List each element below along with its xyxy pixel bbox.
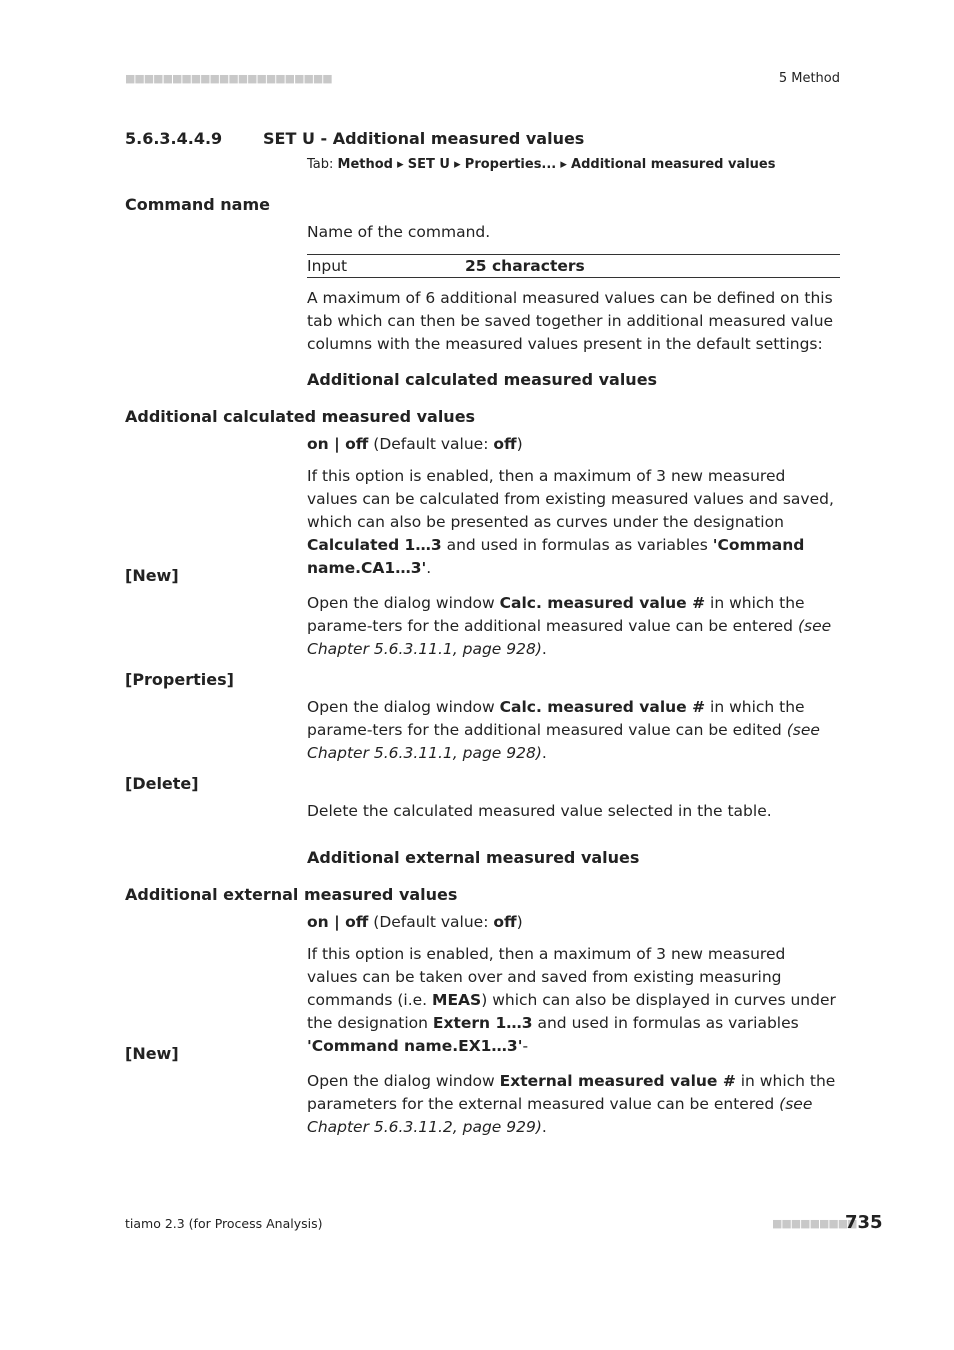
new-calc-label: [New]	[125, 566, 179, 585]
header-dots: ■■■■■■■■■■■■■■■■■■■■■■	[125, 72, 332, 85]
properties-label: [Properties]	[125, 670, 234, 689]
calc-label: Additional calculated measured values	[125, 407, 476, 426]
ext-desc	[307, 943, 840, 1058]
command-name-desc: Name of the command.	[307, 223, 491, 241]
ext-default-value: off	[493, 913, 517, 931]
calc-desc-variable: 'Command name.CA1…3'	[307, 536, 805, 577]
ext-desc-text: -	[522, 1037, 529, 1055]
ext-desc-designation: Extern 1…3	[432, 1014, 533, 1032]
input-label: Input	[307, 257, 348, 275]
footer-dots: ■■■■■■■■■	[772, 1217, 857, 1230]
properties-text: Open the dialog window	[307, 698, 500, 716]
new-calc-dialog-name: Calc. measured value #	[499, 594, 706, 612]
tab-path-separator: ▸	[556, 157, 572, 172]
new-calc-text: Open the dialog window	[307, 594, 500, 612]
ext-desc-text: If this option is enabled, then a maximum of 3 new measured values can be taken over and saved from existing measuring commands (i.e.	[307, 945, 786, 1009]
properties-xref[interactable]: (see Chapter 5.6.3.11.1, page 928)	[307, 721, 820, 762]
ext-label: Additional external measured values	[125, 885, 458, 904]
new-ext-desc	[307, 1070, 840, 1139]
ext-default-prefix: (Default value:	[368, 913, 494, 931]
ext-default	[307, 911, 840, 934]
properties-text: in which the parame-ters for the additional measured value can be edited	[307, 698, 805, 739]
ext-desc-text: and used in formulas as variables	[532, 1014, 799, 1032]
tab-path-prefix: Tab:	[307, 157, 338, 172]
ext-desc-command: MEAS	[432, 991, 482, 1009]
new-calc-desc	[307, 592, 840, 661]
page-number: 735	[845, 1212, 883, 1233]
input-table	[307, 254, 840, 278]
input-value: 25 characters	[465, 257, 585, 275]
calc-default	[307, 433, 840, 456]
calc-desc	[307, 465, 840, 580]
ext-default-suffix: )	[516, 913, 523, 931]
tab-path-separator: ▸	[450, 157, 465, 172]
new-calc-text: .	[541, 640, 547, 658]
calc-desc-text: If this option is enabled, then a maximum of 3 new measured values can be calculated from existing measured values and saved, which can also be presented as curves under the designation	[307, 467, 834, 531]
new-calc-xref[interactable]: (see Chapter 5.6.3.11.1, page 928)	[307, 617, 832, 658]
tab-path-additional: Additional measured values	[571, 157, 776, 172]
delete-label: [Delete]	[125, 774, 199, 793]
calc-onoff: on | off	[307, 435, 369, 453]
tab-path-properties: Properties...	[464, 157, 557, 172]
command-name-info: A maximum of 6 additional measured values can be defined on this tab which can then be saved together in additional measured value columns with the measured values present in the default settings:	[307, 289, 834, 353]
calc-desc-text: and used in formulas as variables	[441, 536, 713, 554]
properties-text: .	[541, 744, 547, 762]
tab-path-separator: ▸	[393, 157, 408, 172]
ext-desc-text: ) which can also be displayed in curves under the designation	[307, 991, 836, 1032]
calc-default-prefix: (Default value:	[368, 435, 494, 453]
ext-onoff: on | off	[307, 913, 369, 931]
new-ext-text: in which the parameters for the external measured value can be entered	[307, 1072, 836, 1113]
tab-path	[307, 157, 776, 172]
section-number: 5.6.3.4.4.9	[125, 129, 223, 148]
calc-desc-designation: Calculated 1…3	[307, 536, 442, 554]
new-ext-text: .	[541, 1118, 547, 1136]
new-ext-label: [New]	[125, 1044, 179, 1063]
new-ext-dialog-name: External measured value #	[499, 1072, 736, 1090]
new-ext-text: Open the dialog window	[307, 1072, 500, 1090]
footer-product: tiamo 2.3 (for Process Analysis)	[125, 1216, 323, 1231]
delete-desc: Delete the calculated measured value selected in the table.	[307, 802, 772, 820]
header-chapter: 5 Method	[778, 71, 840, 86]
ext-subheading: Additional external measured values	[307, 848, 640, 867]
new-calc-text: in which the parame-ters for the additional measured value can be entered	[307, 594, 805, 635]
properties-desc	[307, 696, 840, 765]
tab-path-setu: SET U	[407, 157, 450, 172]
ext-desc-variable: 'Command name.EX1…3'	[307, 1037, 523, 1055]
calc-default-suffix: )	[516, 435, 523, 453]
command-name-label: Command name	[125, 195, 270, 214]
properties-dialog-name: Calc. measured value #	[499, 698, 706, 716]
calc-desc-text: .	[426, 559, 432, 577]
calc-subheading: Additional calculated measured values	[307, 370, 658, 389]
calc-default-value: off	[493, 435, 517, 453]
new-ext-xref[interactable]: (see Chapter 5.6.3.11.2, page 929)	[307, 1095, 813, 1136]
tab-path-method: Method	[337, 157, 393, 172]
section-title: SET U - Additional measured values	[263, 129, 585, 148]
